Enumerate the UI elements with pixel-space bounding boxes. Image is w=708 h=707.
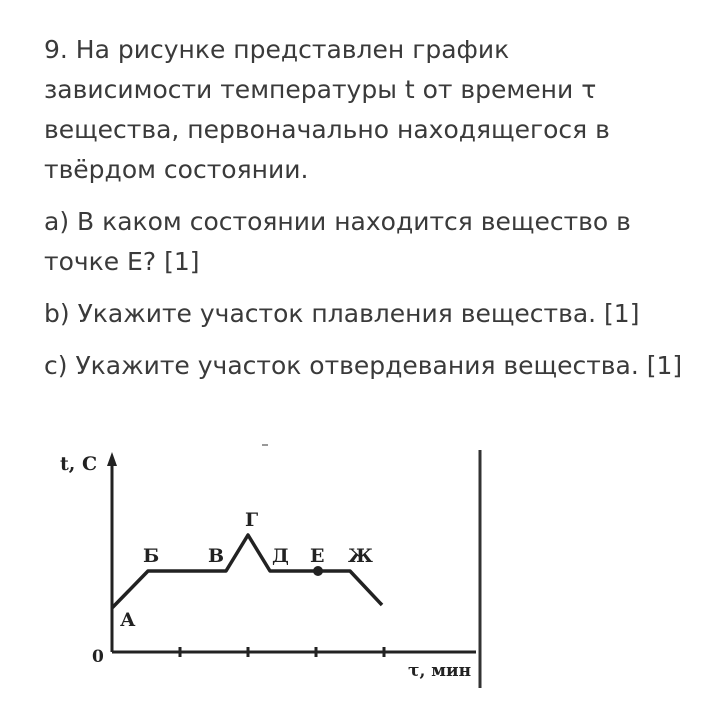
question-part-b: b) Укажите участок плавления вещества. [1] [44,299,640,328]
point-label-e: Е [310,545,325,567]
origin-label: 0 [92,647,104,667]
point-label-b: Б [143,545,160,567]
point-label-zh: Ж [348,545,373,567]
question-text [44,30,684,398]
question-part-a: a) В каком состоянии находится вещество в точке E? [1] [44,207,631,276]
point-label-a: А [120,609,136,631]
question-part-c: c) Укажите участок отвердевания вещества. [1] [44,351,683,380]
point-label-v: В [208,545,225,567]
scan-dot [262,444,268,446]
point-label-g: Г [245,509,259,531]
point-label-d: Д [272,545,289,567]
graph-svg [40,440,500,700]
x-axis-label: τ, мин [408,661,472,681]
y-axis-label: t, С [60,453,98,475]
y-axis-arrow [107,452,117,466]
point-e-marker [313,566,323,576]
question-intro: 9. На рисунке представлен график зависимости температуры t от времени τ вещества, первоначально находящегося в твёрдом состоянии. [44,35,610,184]
temperature-time-graph [40,440,500,700]
